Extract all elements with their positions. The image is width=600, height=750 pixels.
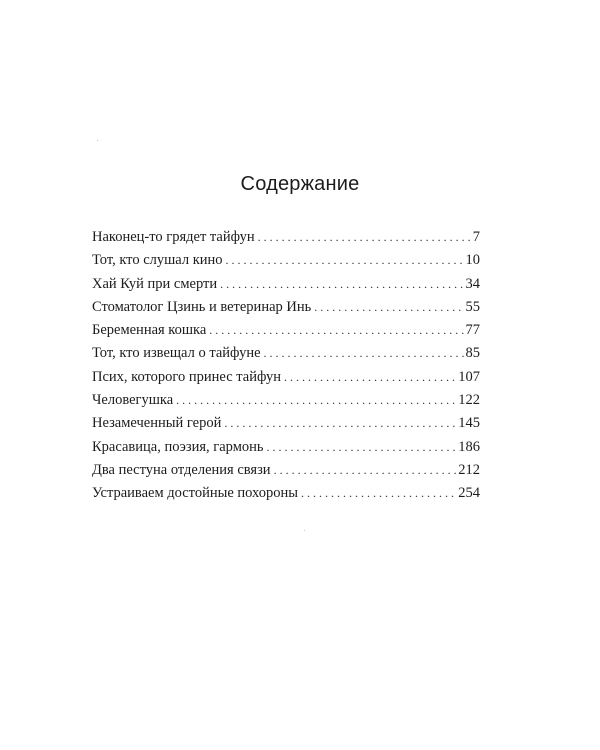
toc-entry: [92, 462, 480, 485]
toc-entry-title: Красавица, поэзия, гармонь: [92, 438, 264, 455]
paper-speck: [97, 140, 98, 141]
toc-entry: [92, 299, 480, 322]
toc-entry-page-number: 254: [458, 485, 480, 502]
toc-entry: [92, 322, 480, 345]
dot-leader: [176, 393, 456, 408]
dot-leader: [301, 486, 456, 501]
toc-entry-title: Незамеченный герой: [92, 415, 222, 432]
dot-leader: [224, 416, 456, 431]
toc-entry-title: Стоматолог Цзинь и ветеринар Инь: [92, 298, 312, 315]
toc-entry-title: Устраиваем достойные похороны: [92, 485, 298, 502]
dot-leader: [226, 253, 464, 268]
dot-leader: [209, 323, 463, 338]
toc-entry-page-number: 34: [465, 275, 480, 292]
dot-leader: [267, 440, 457, 455]
toc-entry-title: Хай Куй при смерти: [92, 275, 218, 292]
dot-leader: [284, 370, 456, 385]
table-of-contents-list: [92, 229, 480, 509]
toc-entry-page-number: 55: [465, 298, 480, 315]
toc-entry-page-number: 212: [458, 461, 480, 478]
toc-entry-page-number: 122: [458, 392, 480, 409]
toc-entry: [92, 229, 480, 252]
table-of-contents-heading: Содержание: [240, 173, 360, 195]
toc-entry-page-number: 77: [465, 322, 480, 339]
toc-entry: [92, 369, 480, 392]
toc-entry: [92, 485, 480, 508]
toc-entry-title: Псих, которого принес тайфун: [92, 368, 282, 385]
dot-leader: [314, 300, 463, 315]
dot-leader: [264, 346, 464, 361]
paper-speck: [304, 530, 305, 531]
toc-entry-page-number: 107: [458, 368, 480, 385]
toc-entry-title: Человегушка: [92, 392, 174, 409]
toc-entry-title: Тот, кто слушал кино: [92, 252, 223, 269]
toc-entry: [92, 415, 480, 438]
toc-entry: [92, 392, 480, 415]
toc-entry-title: Тот, кто извещал о тайфуне: [92, 345, 261, 362]
toc-entry: [92, 276, 480, 299]
toc-entry-title: Два пестуна отделения связи: [92, 461, 271, 478]
dot-leader: [220, 277, 463, 292]
toc-entry-page-number: 7: [472, 229, 480, 245]
toc-entry-title: Наконец-то грядет тайфун: [92, 229, 255, 245]
dot-leader: [274, 463, 457, 478]
toc-entry: [92, 345, 480, 368]
toc-entry: [92, 439, 480, 462]
toc-entry-page-number: 145: [458, 415, 480, 432]
toc-entry-page-number: 10: [465, 252, 480, 269]
toc-entry: [92, 252, 480, 275]
toc-entry-title: Беременная кошка: [92, 322, 207, 339]
dot-leader: [258, 230, 471, 245]
toc-entry-page-number: 186: [458, 438, 480, 455]
toc-entry-page-number: 85: [465, 345, 480, 362]
